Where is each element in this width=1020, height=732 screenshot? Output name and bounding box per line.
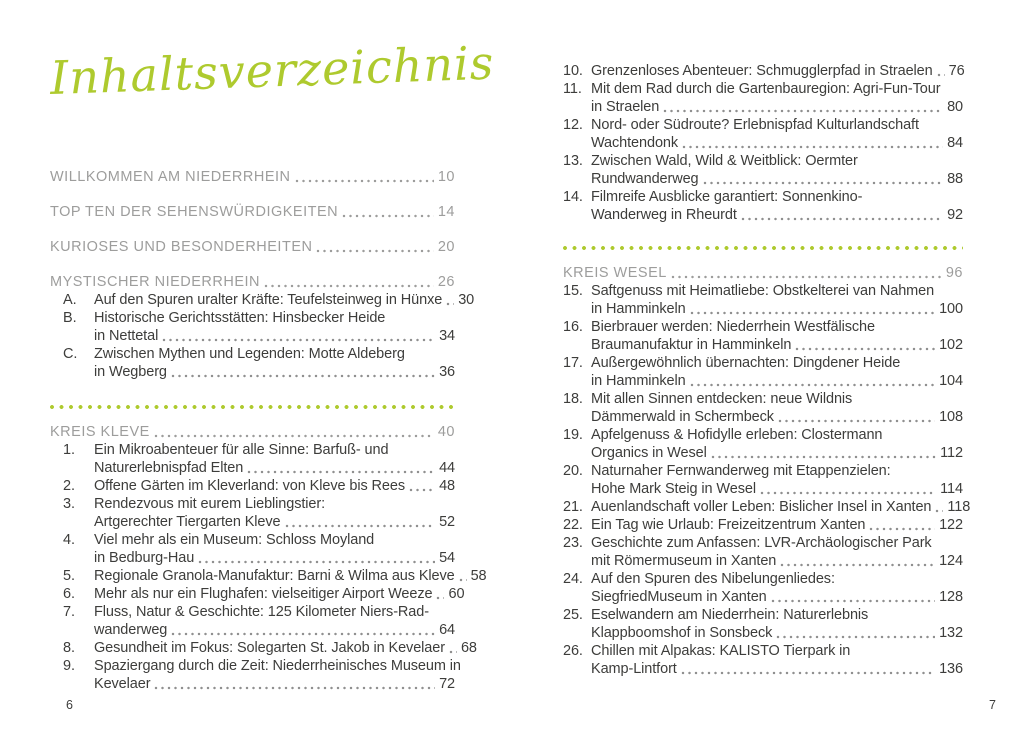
toc-entry-body bbox=[591, 462, 963, 498]
dotted-leader bbox=[682, 145, 943, 149]
toc-entry-line bbox=[94, 291, 475, 309]
toc-entry-line: Nord- oder Südroute? Erlebnispfad Kulturlandschaft bbox=[591, 117, 919, 133]
toc-entry-page: 102 bbox=[939, 337, 963, 353]
toc-entry-line bbox=[591, 624, 963, 642]
dotted-leader bbox=[436, 596, 444, 600]
toc-entry-body bbox=[591, 62, 963, 80]
toc-section-heading bbox=[50, 273, 455, 291]
toc-section-heading-page: 20 bbox=[437, 239, 455, 255]
dotted-leader bbox=[778, 419, 935, 423]
dotted-leader bbox=[741, 217, 943, 221]
dotted-leader bbox=[771, 599, 935, 603]
toc-entry bbox=[50, 657, 461, 693]
dotted-leader bbox=[247, 470, 435, 474]
toc-entry-line bbox=[591, 206, 963, 224]
toc-entry bbox=[563, 152, 963, 188]
toc-entry-body bbox=[591, 606, 963, 642]
toc-entry-body bbox=[94, 567, 487, 585]
toc-entry-page: 108 bbox=[939, 409, 963, 425]
toc-entry-text: Hohe Mark Steig in Wesel bbox=[591, 481, 756, 497]
toc-entry-number: 6. bbox=[63, 586, 75, 602]
toc-entry-number: 1. bbox=[63, 442, 75, 458]
dotted-leader bbox=[446, 302, 454, 306]
dotted-leader bbox=[776, 635, 935, 639]
toc-entry-line bbox=[591, 134, 963, 152]
dotted-leader bbox=[690, 311, 936, 315]
toc-entry-page: 112 bbox=[940, 445, 963, 461]
toc-entry bbox=[563, 116, 963, 152]
toc-entry-number: 20. bbox=[563, 463, 583, 479]
toc-entry-line bbox=[591, 98, 963, 116]
toc-entry-number: 19. bbox=[563, 427, 583, 443]
toc-entry-number: 16. bbox=[563, 319, 583, 335]
toc-entry-number: B. bbox=[63, 310, 77, 326]
toc-entry-body bbox=[591, 282, 963, 318]
toc-entry-line: Geschichte zum Anfassen: LVR-Archäologischer Park bbox=[591, 535, 932, 551]
toc-entry-line bbox=[591, 552, 963, 570]
toc-entry-number: 22. bbox=[563, 517, 583, 533]
toc-entry-body bbox=[591, 642, 963, 678]
toc-entry-line: Zwischen Wald, Wild & Weitblick: Oermter bbox=[591, 153, 858, 169]
toc-section-heading-text: WILLKOMMEN AM NIEDERRHEIN bbox=[50, 169, 291, 185]
toc-entry-line bbox=[94, 459, 455, 477]
toc-entry-line: Spaziergang durch die Zeit: Niederrheinisches Museum in bbox=[94, 658, 461, 674]
toc-entry-line bbox=[591, 516, 963, 534]
dotted-separator bbox=[50, 405, 455, 409]
toc-section-heading-text: MYSTISCHER NIEDERRHEIN bbox=[50, 274, 260, 290]
dotted-separator bbox=[563, 246, 963, 250]
toc-entry-line: Fluss, Natur & Geschichte: 125 Kilometer Niers-Rad- bbox=[94, 604, 429, 620]
dotted-leader bbox=[285, 524, 436, 528]
toc-entry-number: 26. bbox=[563, 643, 583, 659]
toc-entry-body bbox=[94, 495, 455, 531]
toc-entry-line: Mit allen Sinnen entdecken: neue Wildnis bbox=[591, 391, 853, 407]
toc-entry-page: 54 bbox=[439, 550, 455, 566]
toc-entry-body bbox=[94, 657, 461, 693]
dotted-leader bbox=[935, 509, 943, 513]
toc-entry-line bbox=[94, 567, 487, 585]
dotted-leader bbox=[690, 383, 936, 387]
dotted-leader bbox=[937, 73, 945, 77]
toc-entry-line bbox=[94, 363, 455, 381]
toc-entry-text: wanderweg bbox=[94, 622, 168, 638]
toc-entry-page: 92 bbox=[947, 207, 963, 223]
toc-entry-text: Dämmerwald in Schermbeck bbox=[591, 409, 774, 425]
toc-entry-page: 136 bbox=[939, 661, 963, 677]
toc-entry-page: 30 bbox=[458, 292, 475, 308]
toc-entry bbox=[50, 309, 455, 345]
toc-entry-page: 64 bbox=[439, 622, 455, 638]
toc-section-heading-page: 10 bbox=[437, 169, 455, 185]
toc-entry-number: 25. bbox=[563, 607, 583, 623]
toc-section-heading-page: 14 bbox=[437, 204, 455, 220]
toc-entry-number: 12. bbox=[563, 117, 583, 133]
dotted-leader bbox=[154, 434, 434, 438]
toc-entry-number: 9. bbox=[63, 658, 75, 674]
toc-entry-number: 17. bbox=[563, 355, 583, 371]
toc-entry-line: Zwischen Mythen und Legenden: Motte Aldeberg bbox=[94, 346, 405, 362]
toc-entry-number: 3. bbox=[63, 496, 75, 512]
toc-entry-text: in Bedburg-Hau bbox=[94, 550, 195, 566]
toc-entry-number: 11. bbox=[563, 81, 582, 97]
toc-entry-text: Mehr als nur ein Flughafen: vielseitiger Airport Weeze bbox=[94, 586, 433, 602]
toc-entry bbox=[563, 642, 963, 678]
toc-entry-line bbox=[591, 372, 963, 390]
toc-entry-body bbox=[591, 390, 963, 426]
toc-entry-body bbox=[591, 534, 963, 570]
toc-entry-text: Ein Tag wie Urlaub: Freizeitzentrum Xanten bbox=[591, 517, 866, 533]
toc-entry-page: 114 bbox=[940, 481, 963, 497]
toc-entry-page: 48 bbox=[439, 478, 455, 494]
toc-entry-line: Chillen mit Alpakas: KALISTO Tierpark in bbox=[591, 643, 851, 659]
toc-entry bbox=[563, 462, 963, 498]
toc-entry bbox=[50, 477, 455, 495]
toc-entry-text: mit Römermuseum in Xanten bbox=[591, 553, 777, 569]
toc-entry-body bbox=[591, 318, 963, 354]
toc-entry-line bbox=[94, 513, 455, 531]
toc-entry-number: 2. bbox=[63, 478, 75, 494]
toc-section-heading-text: KREIS KLEVE bbox=[50, 424, 150, 440]
toc-entry-line bbox=[591, 480, 963, 498]
dotted-leader bbox=[162, 338, 435, 342]
dotted-leader bbox=[342, 214, 434, 218]
toc-entry-number: 15. bbox=[563, 283, 583, 299]
toc-entry-line bbox=[591, 62, 963, 80]
toc-column-right bbox=[563, 44, 971, 693]
toc-entry-text: Grenzenloses Abenteuer: Schmugglerpfad in Straelen bbox=[591, 63, 933, 79]
toc-entry-text: in Nettetal bbox=[94, 328, 159, 344]
toc-entry-text: in Hamminkeln bbox=[591, 373, 686, 389]
toc-entry-text: in Hamminkeln bbox=[591, 301, 686, 317]
toc-section-heading-text: KREIS WESEL bbox=[563, 265, 667, 281]
toc-entry-page: 84 bbox=[947, 135, 963, 151]
toc-entry-page: 52 bbox=[439, 514, 455, 530]
dotted-leader bbox=[295, 179, 434, 183]
toc-entry-line: Ein Mikroabenteuer für alle Sinne: Barfuß- und bbox=[94, 442, 389, 458]
toc-entry-line bbox=[591, 170, 963, 188]
dotted-leader bbox=[681, 671, 935, 675]
toc-entry-body bbox=[591, 570, 963, 606]
toc-entry bbox=[50, 585, 465, 603]
toc-entry bbox=[563, 282, 963, 318]
toc-entry bbox=[563, 188, 963, 224]
toc-entry-line bbox=[94, 639, 477, 657]
dotted-leader bbox=[449, 650, 457, 654]
page-title: Inhaltsverzeichnis bbox=[49, 35, 496, 106]
toc-entry-text: Rundwanderweg bbox=[591, 171, 699, 187]
toc-entry bbox=[50, 639, 477, 657]
toc-entry-line: Eselwandern am Niederrhein: Naturerlebnis bbox=[591, 607, 869, 623]
toc-entry-body bbox=[591, 116, 963, 152]
toc-entry-body bbox=[591, 152, 963, 188]
toc-entry-body bbox=[94, 441, 455, 477]
toc-section-heading bbox=[563, 264, 963, 282]
toc-entry bbox=[50, 531, 455, 567]
toc-entry-body bbox=[94, 603, 455, 639]
toc-entry-page: 60 bbox=[448, 586, 465, 602]
toc-entry-text: Braumanufaktur in Hamminkeln bbox=[591, 337, 792, 353]
toc-entry-body bbox=[94, 345, 455, 381]
toc-entry-text: Naturerlebnispfad Elten bbox=[94, 460, 244, 476]
toc-entry-page: 44 bbox=[439, 460, 455, 476]
toc-entry bbox=[563, 62, 963, 80]
toc-entry bbox=[50, 291, 475, 309]
page-number-left: 6 bbox=[66, 698, 73, 712]
toc-section-heading bbox=[50, 238, 455, 256]
toc-entry-number: A. bbox=[63, 292, 77, 308]
toc-entry-text: Wachtendonk bbox=[591, 135, 679, 151]
toc-entry-number: 24. bbox=[563, 571, 583, 587]
page-number-right: 7 bbox=[989, 698, 996, 712]
toc-entry-line bbox=[94, 585, 465, 603]
toc-entry-page: 132 bbox=[939, 625, 963, 641]
toc-entry-text: Regionale Granola-Manufaktur: Barni & Wilma aus Kleve bbox=[94, 568, 455, 584]
dotted-leader bbox=[671, 275, 942, 279]
toc-section-heading-page: 26 bbox=[437, 274, 455, 290]
toc-entry-line: Historische Gerichtsstätten: Hinsbecker Heide bbox=[94, 310, 386, 326]
toc-entry-text: in Wegberg bbox=[94, 364, 167, 380]
toc-entry-line: Bierbrauer werden: Niederrhein Westfälische bbox=[591, 319, 875, 335]
dotted-leader bbox=[663, 109, 943, 113]
toc-entry bbox=[563, 426, 963, 462]
toc-section-heading bbox=[50, 423, 455, 441]
toc-entry bbox=[563, 516, 963, 534]
toc-section-heading-page: 96 bbox=[945, 265, 963, 281]
toc-entry-page: 72 bbox=[439, 676, 455, 692]
toc-entry bbox=[563, 570, 963, 606]
toc-entry-text: Auf den Spuren uralter Kräfte: Teufelsteinweg in Hünxe bbox=[94, 292, 443, 308]
dotted-leader bbox=[780, 563, 935, 567]
toc-entry-text: Auenlandschaft voller Leben: Bislicher Insel in Xanten bbox=[591, 499, 932, 515]
toc-entry bbox=[563, 534, 963, 570]
toc-entry-line bbox=[591, 588, 963, 606]
toc-entry-page: 58 bbox=[470, 568, 487, 584]
toc-entry-number: 13. bbox=[563, 153, 583, 169]
toc-entry-text: SiegfriedMuseum in Xanten bbox=[591, 589, 767, 605]
toc-entry-page: 104 bbox=[939, 373, 963, 389]
toc-entry-text: Gesundheit im Fokus: Solegarten St. Jakob in Kevelaer bbox=[94, 640, 445, 656]
toc-entry-page: 128 bbox=[939, 589, 963, 605]
toc-entry-line: Naturnaher Fernwanderweg mit Etappenzielen: bbox=[591, 463, 891, 479]
toc-entry-line bbox=[591, 444, 963, 462]
dotted-leader bbox=[760, 491, 936, 495]
toc-entry-line bbox=[591, 336, 963, 354]
toc-entry-number: 5. bbox=[63, 568, 75, 584]
toc-entry-line bbox=[591, 660, 963, 678]
toc-entry-line bbox=[591, 498, 971, 516]
dotted-leader bbox=[703, 181, 944, 185]
toc-entry-page: 76 bbox=[948, 63, 965, 79]
dotted-leader bbox=[316, 249, 433, 253]
toc-entry bbox=[50, 495, 455, 531]
toc-entry bbox=[563, 390, 963, 426]
toc-entry-number: 8. bbox=[63, 640, 75, 656]
toc-section-heading bbox=[50, 168, 455, 186]
dotted-leader bbox=[459, 578, 467, 582]
toc-entry bbox=[563, 80, 963, 116]
toc-entry-line: Viel mehr als ein Museum: Schloss Moyland bbox=[94, 532, 375, 548]
toc-entry-text: in Straelen bbox=[591, 99, 660, 115]
toc-entry-page: 118 bbox=[947, 499, 971, 515]
toc-entry-number: C. bbox=[63, 346, 78, 362]
dotted-leader bbox=[409, 488, 435, 492]
toc-entry-line: Filmreife Ausblicke garantiert: Sonnenkino- bbox=[591, 189, 863, 205]
toc-entry-body bbox=[591, 188, 963, 224]
toc-entry-page: 34 bbox=[439, 328, 455, 344]
toc-entry-page: 100 bbox=[939, 301, 963, 317]
toc-entry-line bbox=[94, 621, 455, 639]
toc-entry-body bbox=[591, 80, 963, 116]
toc-entry bbox=[563, 318, 963, 354]
toc-entry-number: 23. bbox=[563, 535, 583, 551]
toc-entry-number: 18. bbox=[563, 391, 583, 407]
toc-section-heading-text: KURIOSES UND BESONDERHEITEN bbox=[50, 239, 313, 255]
toc-entry-body bbox=[94, 309, 455, 345]
dotted-leader bbox=[869, 527, 935, 531]
toc-entry-page: 68 bbox=[460, 640, 477, 656]
dotted-leader bbox=[171, 632, 435, 636]
toc-entry-text: Offene Gärten im Kleverland: von Kleve bis Rees bbox=[94, 478, 405, 494]
toc-entry-number: 21. bbox=[563, 499, 583, 515]
toc-entry-text: Wanderweg in Rheurdt bbox=[591, 207, 737, 223]
toc-entry bbox=[50, 345, 455, 381]
toc-entry-line bbox=[94, 549, 455, 567]
toc-entry-text: Organics in Wesel bbox=[591, 445, 707, 461]
toc-entry-page: 124 bbox=[939, 553, 963, 569]
toc-entry-line: Saftgenuss mit Heimatliebe: Obstkelterei van Nahmen bbox=[591, 283, 935, 299]
toc-entry-number: 10. bbox=[563, 63, 583, 79]
toc-entry-line bbox=[94, 477, 455, 495]
toc-entry-body bbox=[591, 354, 963, 390]
toc-section-heading-text: TOP TEN DER SEHENSWÜRDIGKEITEN bbox=[50, 204, 339, 220]
dotted-leader bbox=[171, 374, 435, 378]
toc-entry-page: 36 bbox=[439, 364, 455, 380]
toc-entry-line: Außergewöhnlich übernachten: Dingdener Heide bbox=[591, 355, 901, 371]
toc-entry-page: 80 bbox=[947, 99, 963, 115]
toc-entry-body bbox=[94, 477, 455, 495]
toc-entry-body bbox=[94, 531, 455, 567]
toc-entry-body bbox=[94, 639, 477, 657]
toc-entry-line bbox=[591, 408, 963, 426]
toc-entry-text: Klappboomshof in Sonsbeck bbox=[591, 625, 773, 641]
toc-entry-page: 122 bbox=[939, 517, 963, 533]
toc-entry-line bbox=[94, 327, 455, 345]
toc-entry-line: Mit dem Rad durch die Gartenbauregion: Agri-Fun-Tour bbox=[591, 81, 941, 97]
toc-entry-line: Rendezvous mit eurem Lieblingstier: bbox=[94, 496, 326, 512]
toc-section-heading bbox=[50, 203, 455, 221]
toc-entry bbox=[50, 603, 455, 639]
dotted-leader bbox=[795, 347, 935, 351]
toc-blocks-left bbox=[50, 168, 487, 693]
dotted-leader bbox=[154, 686, 435, 690]
toc-section-heading-page: 40 bbox=[437, 424, 455, 440]
toc-entry-body bbox=[591, 426, 963, 462]
toc-entry-line bbox=[94, 675, 455, 693]
toc-column-left bbox=[49, 35, 496, 693]
toc-entry-body bbox=[94, 585, 465, 603]
toc-entry bbox=[50, 567, 487, 585]
toc-entry-number: 7. bbox=[63, 604, 75, 620]
toc-entry-page: 88 bbox=[947, 171, 963, 187]
toc-entry-text: Artgerechter Tiergarten Kleve bbox=[94, 514, 281, 530]
dotted-leader bbox=[711, 455, 936, 459]
toc-entry bbox=[563, 606, 963, 642]
toc-entry-number: 4. bbox=[63, 532, 75, 548]
toc-entry-text: Kevelaer bbox=[94, 676, 151, 692]
toc-entry bbox=[563, 354, 963, 390]
toc-blocks-right bbox=[563, 62, 971, 678]
toc-entry-body bbox=[591, 516, 963, 534]
toc-entry-text: Kamp-Lintfort bbox=[591, 661, 677, 677]
toc-entry-body bbox=[94, 291, 475, 309]
toc-entry-body bbox=[591, 498, 971, 516]
toc-entry-line: Auf den Spuren des Nibelungenliedes: bbox=[591, 571, 835, 587]
dotted-leader bbox=[198, 560, 435, 564]
toc-entry-line: Apfelgenuss & Hofidylle erleben: Clostermann bbox=[591, 427, 883, 443]
dotted-leader bbox=[264, 284, 434, 288]
toc-entry bbox=[563, 498, 971, 516]
toc-entry bbox=[50, 441, 455, 477]
toc-entry-number: 14. bbox=[563, 189, 583, 205]
toc-entry-line bbox=[591, 300, 963, 318]
